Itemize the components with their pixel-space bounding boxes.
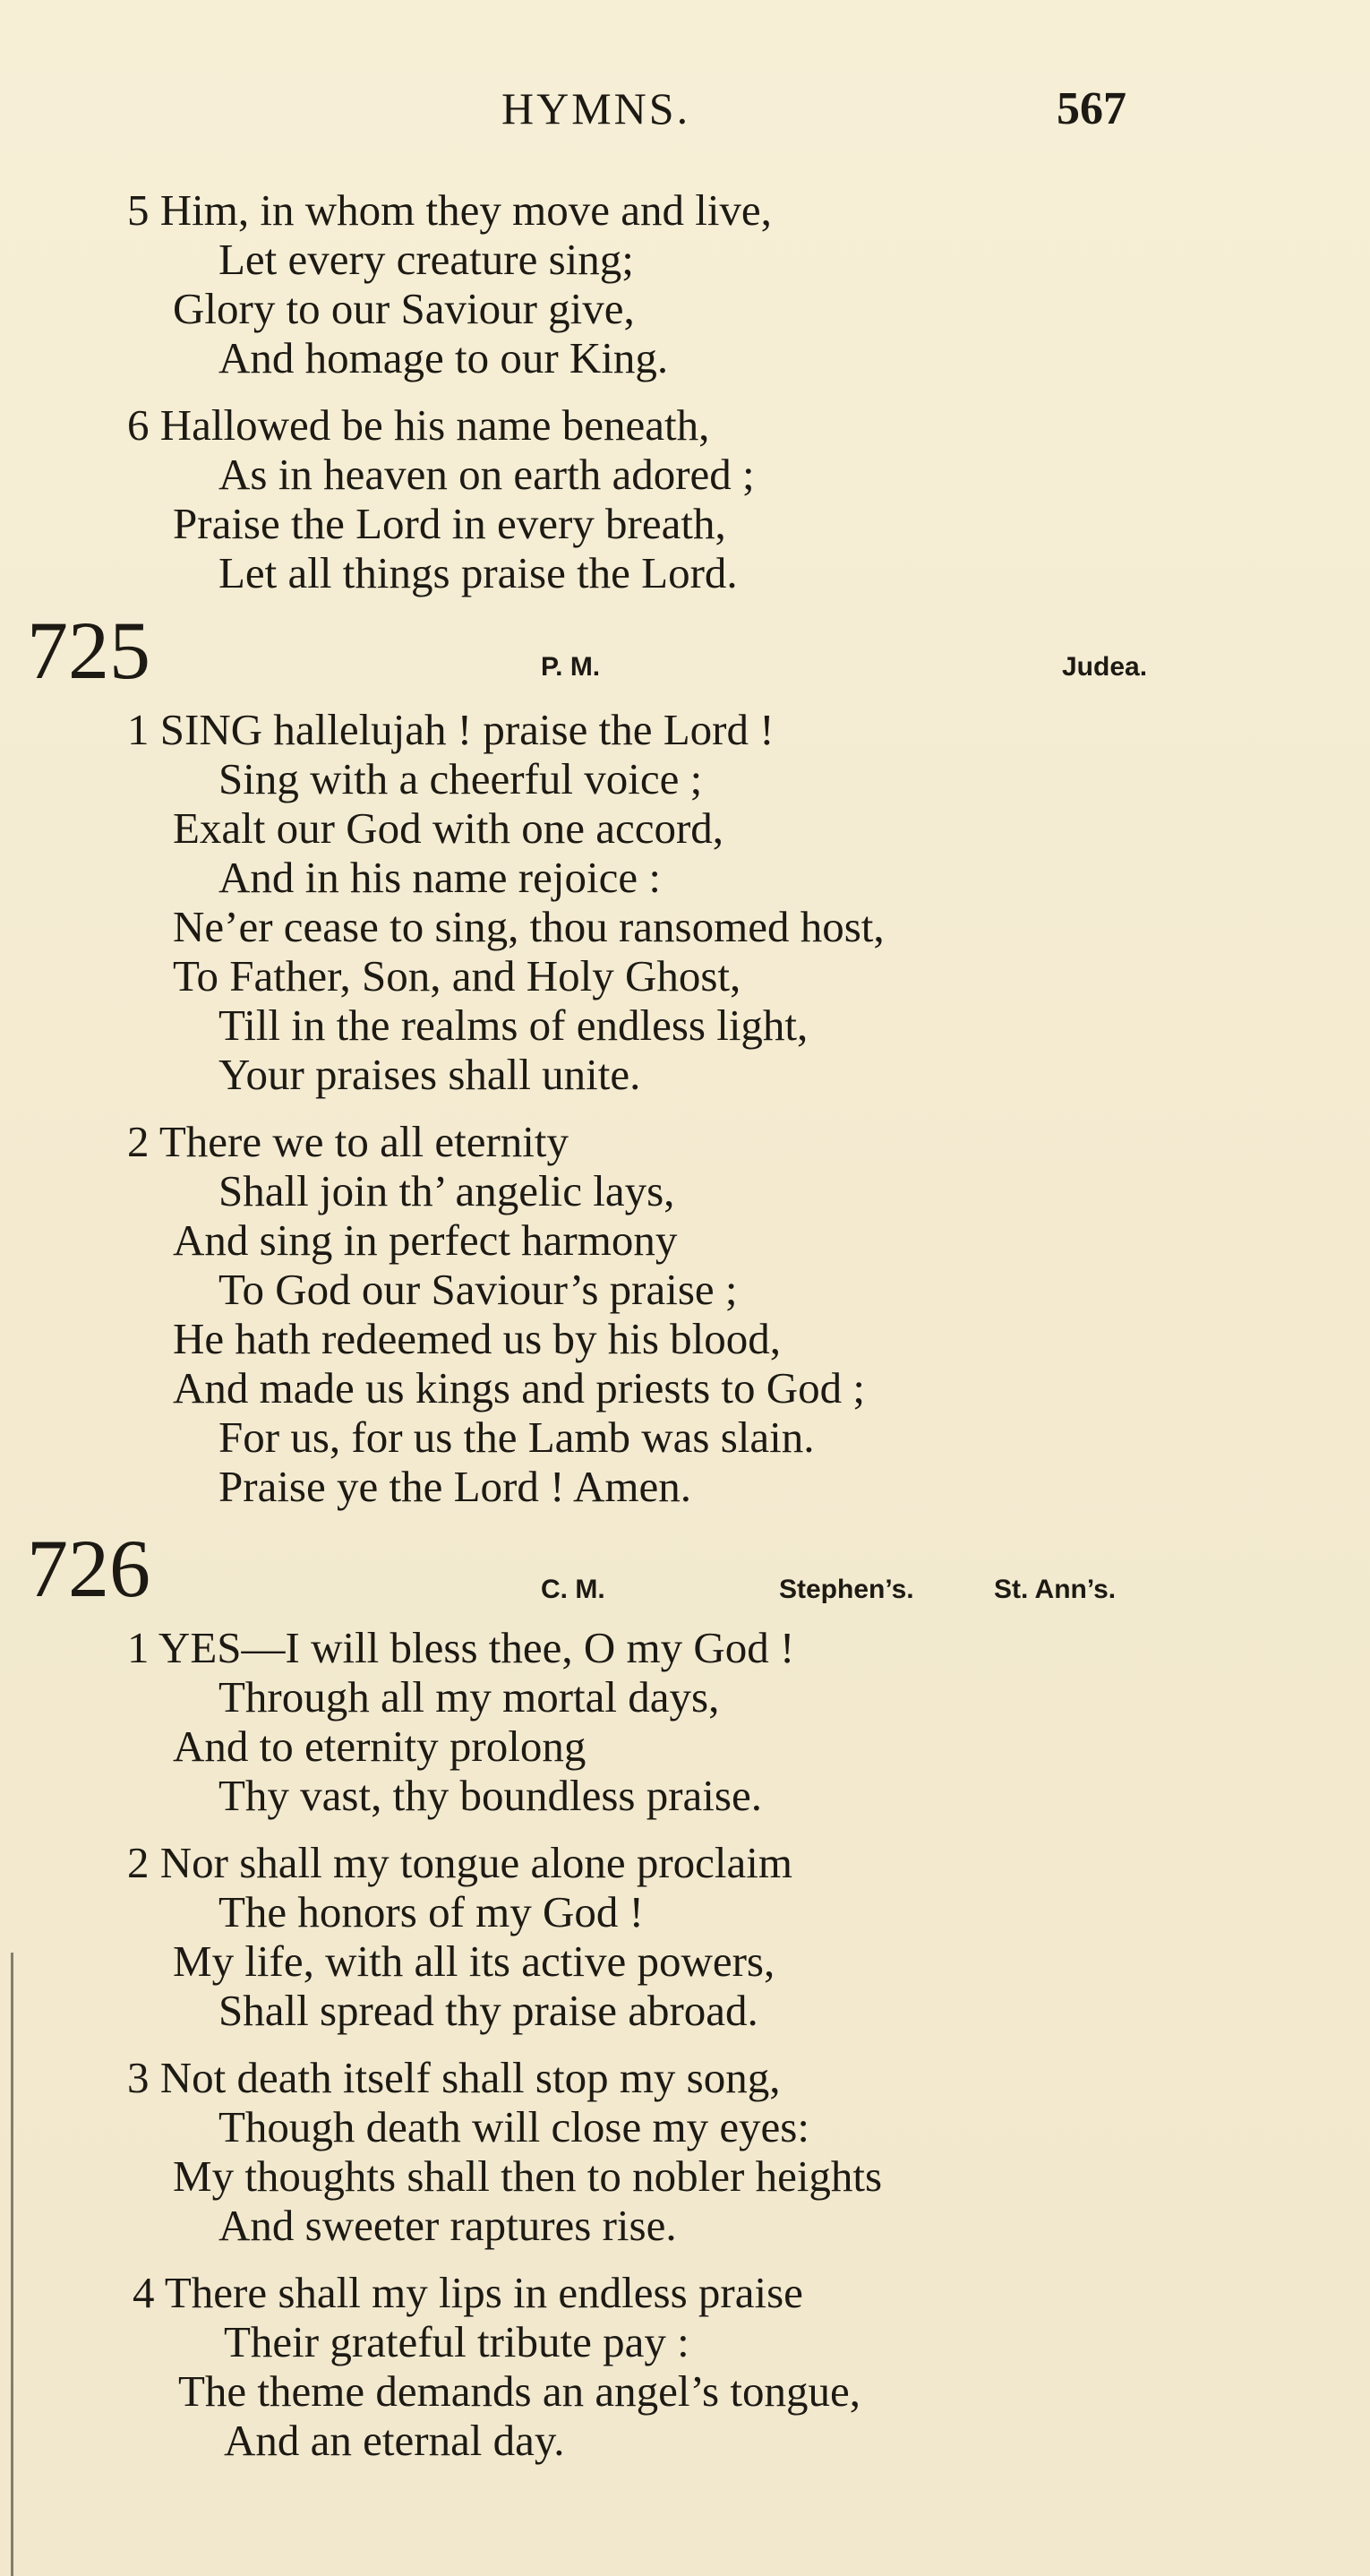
running-head [0,82,1370,145]
verse-line: Shall join th’ angelic lays, [218,1166,675,1215]
verse-line: 6 Hallowed be his name beneath, [127,400,710,450]
page-number: 567 [1057,83,1126,134]
hymn-number: 725 [27,605,150,696]
verse-line: And in his name rejoice : [218,853,661,902]
verse-line: 4 There shall my lips in endless praise [133,2268,803,2317]
verse-line: 1 YES—I will bless thee, O my God ! [127,1623,795,1672]
tune-name: Stephen’s. [779,1575,914,1604]
verse-line: My life, with all its active powers, [173,1936,775,1986]
verse-line: As in heaven on earth adored ; [218,450,755,499]
verse-line: Exalt our God with one accord, [173,803,724,853]
verse-line: The honors of my God ! [218,1887,644,1936]
verse-line: My thoughts shall then to nobler heights [173,2151,883,2201]
verse-line: Praise ye the Lord ! Amen. [218,1462,691,1511]
meter-label: P. M. [541,652,601,682]
verse-line: Till in the realms of endless light, [218,1000,809,1050]
verse-line: Let every creature sing; [218,235,634,284]
verse-line: To Father, Son, and Holy Ghost, [173,951,741,1000]
verse-line: Sing with a cheerful voice ; [218,754,703,803]
verse-line: And sing in perfect harmony [173,1215,678,1265]
verse-line: 1 SING hallelujah ! praise the Lord ! [127,705,775,754]
verse-line: Shall spread thy praise abroad. [218,1986,758,2035]
verse-line: And to eternity prolong [173,1722,587,1771]
verse-line: To God our Saviour’s praise ; [218,1265,738,1314]
verse-line: The theme demands an angel’s tongue, [178,2366,861,2416]
verse-line: And sweeter raptures rise. [218,2201,677,2250]
verse-line: He hath redeemed us by his blood, [173,1314,782,1363]
verse-line: Their grateful tribute pay : [224,2317,689,2366]
verse-line: 2 There we to all eternity [127,1117,569,1166]
verse-line: Let all things praise the Lord. [218,548,738,597]
page-edge [11,1953,13,2576]
verse-line: For us, for us the Lamb was slain. [218,1413,815,1462]
running-title: HYMNS. [501,83,691,133]
verse-line: Your praises shall unite. [218,1050,641,1099]
verse-line: 3 Not death itself shall stop my song, [127,2053,781,2102]
verse-line: Though death will close my eyes: [218,2102,809,2151]
verse-line: 2 Nor shall my tongue alone proclaim [127,1838,792,1887]
verse-line: And an eternal day. [224,2416,565,2465]
hymn-number: 726 [27,1523,150,1614]
verse-line: Glory to our Saviour give, [173,284,635,333]
meter-label: C. M. [541,1575,605,1604]
tune-name: Judea. [1062,652,1148,682]
verse-line: 5 Him, in whom they move and live, [127,185,772,235]
verse-line: And homage to our King. [218,333,669,382]
verse-line: Through all my mortal days, [218,1672,720,1722]
verse-line: Thy vast, thy boundless praise. [218,1771,762,1820]
verse-line: And made us kings and priests to God ; [173,1363,866,1413]
verse-line: Praise the Lord in every breath, [173,499,726,548]
tune-name: St. Ann’s. [994,1575,1117,1604]
verse-line: Ne’er cease to sing, thou ransomed host, [173,902,885,951]
